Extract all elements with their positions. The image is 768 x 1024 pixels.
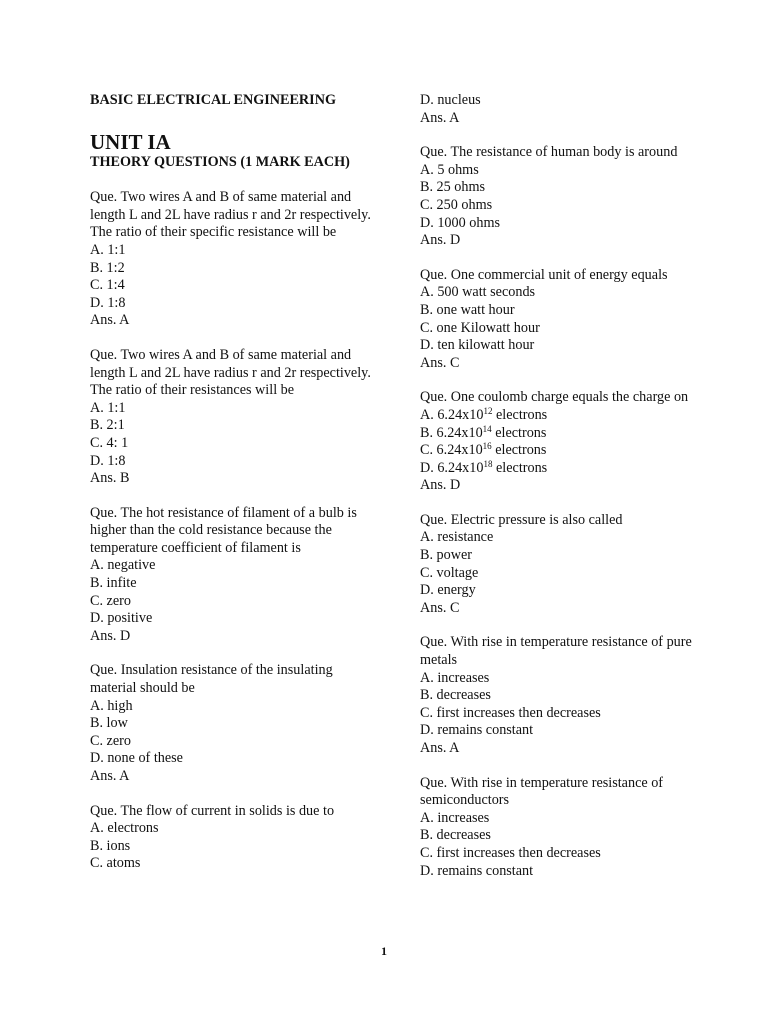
question-text: Que. The resistance of human body is around [420, 144, 678, 161]
option: D. 1:8 [90, 294, 126, 311]
option-unit: electrons [492, 406, 548, 423]
option: D. 1000 ohms [420, 214, 501, 231]
option: C. first increases then decreases [420, 844, 601, 861]
question-text: Que. One commercial unit of energy equals [420, 266, 668, 283]
question-text: Que. Insulation resistance of the insulating material should be [90, 662, 333, 697]
option: C. one Kilowatt hour [420, 319, 540, 336]
option: C. 4: 1 [90, 434, 129, 451]
option: B. ions [90, 837, 131, 854]
option: A. 1:1 [90, 241, 126, 258]
option: C. first increases then decreases [420, 704, 601, 721]
option: B. decreases [420, 827, 491, 844]
option: D. nucleus [420, 92, 481, 108]
answer: Ans. D [420, 232, 461, 249]
question-block [420, 634, 710, 757]
question-text: Que. Two wires A and B of same material and length L and 2L have radius r and 2r respectively. The ratio of their specific resistance will be [90, 189, 371, 241]
option: B. 25 ohms [420, 179, 486, 196]
question-text: Que. Electric pressure is also called [420, 511, 623, 528]
option: B. power [420, 547, 473, 564]
option: C. zero [90, 732, 131, 749]
option: D. none of these [90, 750, 183, 767]
option: C. zero [90, 592, 131, 609]
answer: Ans. C [420, 599, 460, 616]
option: D. positive [90, 610, 153, 627]
question-text: Que. The flow of current in solids is due to [90, 802, 335, 819]
answer: Ans. A [420, 740, 460, 756]
option-base: D. 6.24x10 [420, 459, 484, 476]
page-number: 1 [381, 944, 387, 958]
option: A. high [90, 697, 133, 714]
answer: Ans. D [90, 627, 131, 644]
question-block [420, 389, 710, 495]
option: B. one watt hour [420, 301, 515, 318]
question-block [90, 662, 380, 785]
option: A. 500 watt seconds [420, 284, 536, 301]
option: C. 1:4 [90, 277, 125, 294]
option-base: B. 6.24x10 [420, 424, 483, 441]
section-title: THEORY QUESTIONS (1 MARK EACH) [90, 153, 350, 170]
option: A. negative [90, 557, 156, 574]
option: B. decreases [420, 687, 491, 704]
option-unit: electrons [492, 459, 548, 476]
option: B. 2:1 [90, 417, 125, 434]
option: D. energy [420, 582, 476, 599]
option: C. 250 ohms [420, 196, 493, 213]
option: A. 1:1 [90, 399, 126, 416]
answer: Ans. A [90, 768, 130, 784]
answer: Ans. C [420, 354, 460, 371]
option-unit: electrons [491, 424, 547, 441]
option: A. electrons [90, 820, 159, 837]
answer: Ans. B [90, 470, 130, 487]
answer: Ans. A [420, 109, 460, 126]
question-block [420, 267, 710, 373]
question-block [420, 512, 710, 618]
unit-title: UNIT IA [90, 129, 171, 154]
option-unit: electrons [491, 442, 547, 459]
question-text: Que. With rise in temperature resistance of pure metals [420, 634, 692, 669]
option: B. infite [90, 575, 137, 592]
question-list-right [420, 144, 710, 880]
course-title: BASIC ELECTRICAL ENGINEERING [90, 92, 336, 108]
question-text: Que. One coulomb charge equals the charge on [420, 389, 689, 406]
option [420, 442, 710, 460]
option [420, 460, 710, 478]
question-block [420, 775, 710, 881]
option: D. ten kilowatt hour [420, 337, 535, 354]
question-text: Que. The hot resistance of filament of a bulb is higher than the cold resistance because the temperature coefficient of filament is [90, 504, 357, 556]
option: A. increases [420, 809, 490, 826]
question-block [90, 347, 380, 488]
question-block [420, 144, 710, 250]
option: C. atoms [90, 855, 141, 872]
question-continued [420, 92, 710, 127]
question-block [90, 505, 380, 646]
right-column [420, 92, 710, 897]
option [420, 407, 710, 425]
option-base: A. 6.24x10 [420, 406, 484, 423]
option-base: C. 6.24x10 [420, 442, 483, 459]
option: C. voltage [420, 564, 479, 581]
question-block [90, 803, 380, 873]
option-exponent: 16 [482, 441, 492, 452]
question-list-left [90, 189, 380, 873]
question-text: Que. Two wires A and B of same material and length L and 2L have radius r and 2r respectively. The ratio of their resistances will be [90, 346, 371, 399]
option: A. resistance [420, 529, 494, 546]
option: A. 5 ohms [420, 161, 479, 178]
option: B. low [90, 715, 128, 732]
left-column [90, 92, 380, 890]
question-text: Que. With rise in temperature resistance of semiconductors [420, 774, 664, 809]
option: D. remains constant [420, 862, 534, 879]
option-exponent: 12 [483, 405, 493, 416]
option [420, 425, 710, 443]
option: A. increases [420, 669, 490, 686]
option: D. remains constant [420, 722, 534, 739]
option-exponent: 18 [483, 458, 493, 469]
option-exponent: 14 [482, 423, 492, 434]
option: D. 1:8 [90, 452, 126, 469]
answer: Ans. A [90, 312, 130, 329]
answer: Ans. D [420, 477, 461, 494]
option: B. 1:2 [90, 259, 125, 276]
question-block [90, 189, 380, 330]
